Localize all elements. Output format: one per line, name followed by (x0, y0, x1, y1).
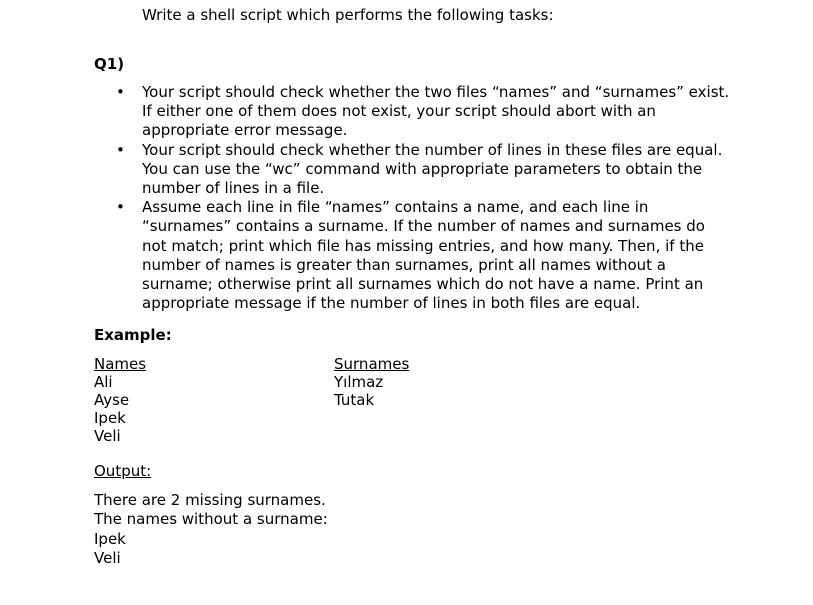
requirement-line: Your script should check whether the two files “names” and “surnames” exist. (142, 83, 730, 101)
bullet-icon: • (116, 198, 125, 217)
output-line: Veli (94, 549, 121, 568)
requirement-line: “surnames” contains a surname. If the number of names and surnames do (142, 217, 705, 236)
bullet-icon: • (116, 83, 125, 101)
name-entry: Ayse (94, 391, 130, 409)
output-line: The names without a surname: (94, 510, 328, 529)
intro-text: Write a shell script which performs the following tasks: (142, 6, 554, 24)
name-entry: Veli (94, 427, 121, 445)
names-header: Names (94, 355, 147, 373)
output-heading: Output: (94, 462, 152, 480)
requirement-item (94, 83, 734, 141)
requirement-item (94, 141, 734, 199)
requirement-line: appropriate error message. (142, 121, 348, 140)
requirement-line: number of lines in a file. (142, 179, 325, 198)
names-column (94, 355, 146, 445)
requirements-list (94, 83, 734, 313)
surnames-header: Surnames (334, 355, 410, 373)
bullet-icon: • (116, 140, 125, 159)
requirement-line: Assume each line in file “names” contains a name, and each line in (142, 198, 649, 217)
requirement-line: Your script should check whether the number of lines in these files are equal. (142, 140, 723, 159)
requirement-line: number of names is greater than surnames, print all names without a (142, 255, 666, 274)
requirement-line: not match; print which file has missing entries, and how many. Then, if the (142, 236, 704, 255)
name-entry: Ipek (94, 409, 126, 427)
output-line: There are 2 missing surnames. (94, 491, 326, 509)
surname-entry: Yılmaz (334, 373, 384, 391)
surnames-column (334, 355, 409, 409)
requirement-line: surname; otherwise print all surnames which do not have a name. Print an (142, 275, 704, 294)
name-entry: Ali (94, 373, 113, 391)
requirement-item (94, 198, 734, 313)
question-label: Q1) (94, 55, 125, 73)
requirement-line: If either one of them does not exist, your script should abort with an (142, 102, 656, 121)
requirement-line: You can use the “wc” command with appropriate parameters to obtain the (142, 159, 703, 178)
output-block (94, 491, 328, 569)
output-line: Ipek (94, 529, 126, 548)
requirement-line: appropriate message if the number of lines in both files are equal. (142, 294, 641, 313)
surname-entry: Tutak (334, 391, 375, 409)
example-heading: Example: (94, 326, 172, 344)
